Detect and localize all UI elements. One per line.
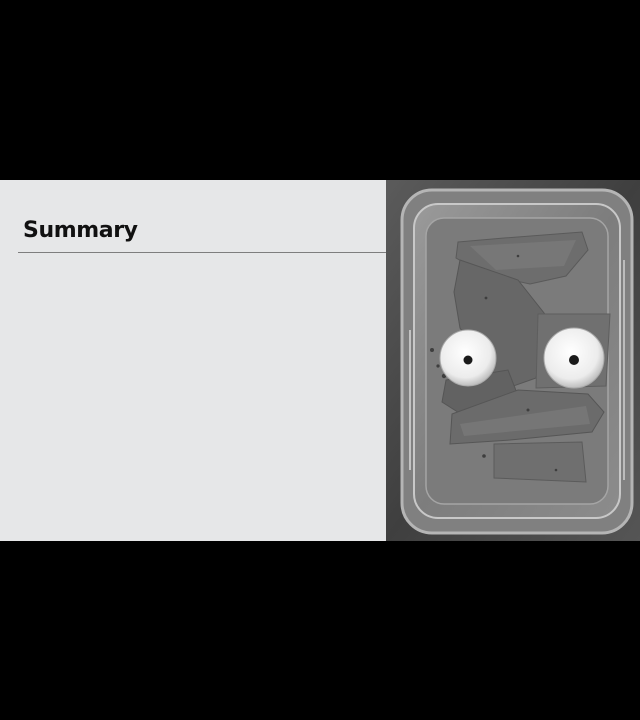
right-eye-donut	[544, 328, 604, 388]
food-container-photo-image	[386, 180, 640, 541]
slide-text-panel	[0, 180, 386, 541]
slide-title: Summary	[23, 218, 138, 243]
left-eye-donut	[440, 330, 496, 386]
title-divider	[18, 252, 386, 253]
slide-photo	[386, 180, 640, 541]
presentation-slide	[0, 180, 640, 541]
chin-slab	[494, 442, 586, 482]
